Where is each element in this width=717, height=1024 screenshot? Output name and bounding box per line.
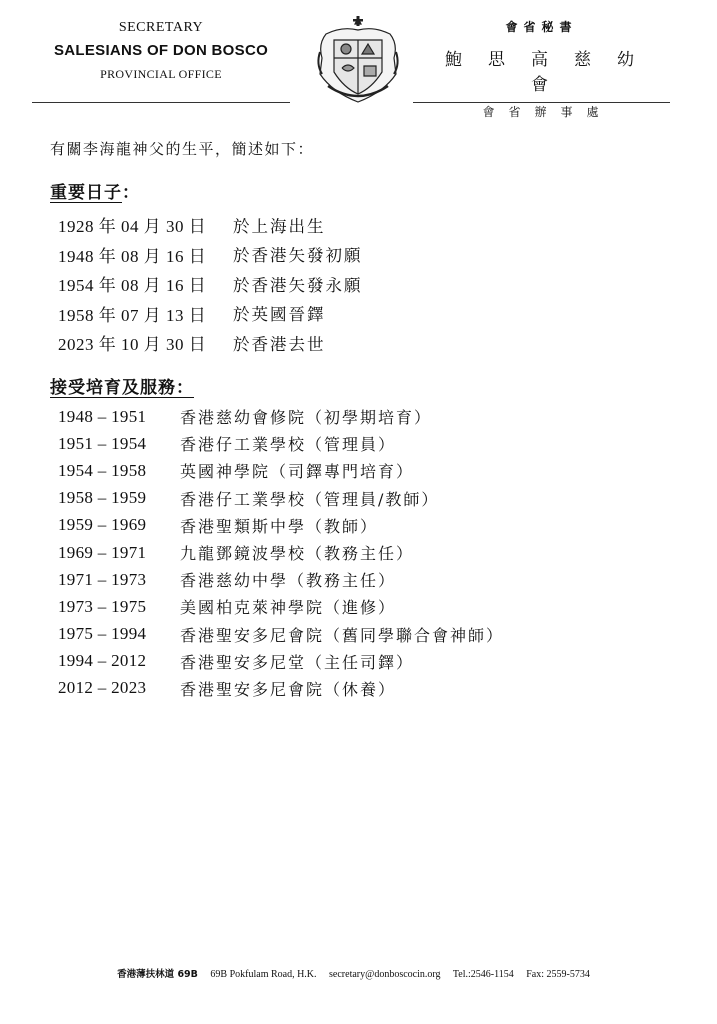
service-text: 香港聖安多尼會院（休養）	[180, 679, 397, 699]
list-item	[58, 621, 504, 648]
period-text: 1971 – 1973	[58, 569, 147, 589]
footer-fax: Fax: 2559-5734	[526, 969, 590, 980]
letterhead-title: SECRETARY	[118, 20, 204, 35]
period-text: 2012 – 2023	[58, 678, 147, 698]
list-item	[58, 648, 504, 675]
service-text: 香港慈幼中學（教務主任）	[180, 571, 397, 591]
date-text: 2023 年 10 月 30 日	[58, 335, 207, 355]
period-text: 1954 – 1958	[58, 460, 147, 480]
footer-tel: Tel.:2546-1154	[452, 969, 514, 980]
period-text: 1948 – 1951	[58, 406, 147, 426]
list-item	[58, 299, 363, 329]
letterhead-zh-organization: 鮑思高慈幼會	[445, 50, 660, 95]
service-text: 香港仔工業學校（管理員/教師）	[180, 489, 440, 509]
date-text: 1958 年 07 月 13 日	[58, 305, 207, 325]
list-item	[58, 512, 504, 539]
list-item	[58, 210, 363, 240]
list-item	[58, 485, 504, 512]
service-text: 香港慈幼會修院（初學期培育）	[180, 408, 433, 428]
letterhead-rule-right	[413, 102, 670, 103]
letterhead-office: PROVINCIAL OFFICE	[100, 67, 222, 81]
event-text: 於香港矢發永願	[233, 275, 363, 295]
dates-list	[58, 210, 363, 358]
list-item	[58, 403, 504, 430]
list-item	[58, 430, 504, 457]
service-text: 香港聖安多尼堂（主任司鐸）	[180, 652, 415, 672]
service-text: 英國神學院（司鐸專門培育）	[180, 462, 415, 482]
service-title-text: 接受培育及服務：	[50, 378, 194, 398]
event-text: 於香港去世	[233, 334, 326, 354]
service-section-title	[50, 373, 194, 398]
date-text: 1948 年 08 月 16 日	[58, 246, 207, 266]
service-list	[58, 403, 504, 702]
list-item	[58, 457, 504, 484]
period-text: 1958 – 1959	[58, 488, 147, 508]
letterhead-zh-title: 會省秘書	[505, 20, 578, 34]
service-text: 香港聖類斯中學（教師）	[180, 516, 379, 536]
list-item	[58, 269, 363, 299]
footer-contact	[0, 966, 717, 980]
letterhead-chinese	[413, 18, 670, 120]
list-item	[58, 539, 504, 566]
letterhead-zh-office: 會省辦事處	[482, 105, 613, 119]
list-item	[58, 566, 504, 593]
footer-email: secretary@donboscocin.org	[329, 969, 441, 980]
service-text: 九龍鄧鏡波學校（教務主任）	[180, 544, 415, 564]
period-text: 1959 – 1969	[58, 515, 147, 535]
dates-title-suffix: ：	[122, 183, 140, 203]
salesian-crest-icon	[312, 14, 404, 106]
date-text: 1928 年 04 月 30 日	[58, 217, 207, 237]
list-item	[58, 328, 363, 358]
period-text: 1975 – 1994	[58, 624, 147, 644]
service-text: 香港仔工業學校（管理員）	[180, 435, 397, 455]
period-text: 1951 – 1954	[58, 433, 147, 453]
letterhead-organization: SALESIANS OF DON BOSCO	[53, 42, 269, 59]
event-text: 於英國晉鐸	[233, 305, 326, 325]
event-text: 於上海出生	[233, 216, 326, 236]
list-item	[58, 240, 363, 270]
letterhead-english	[32, 20, 290, 82]
letterhead-rule-left	[32, 102, 290, 103]
period-text: 1969 – 1971	[58, 542, 147, 562]
dates-title-text: 重要日子	[50, 183, 122, 203]
intro-text: 有關李海龍神父的生平，簡述如下：	[50, 140, 315, 158]
period-text: 1973 – 1975	[58, 596, 147, 616]
dates-section-title	[50, 178, 140, 203]
list-item	[58, 675, 504, 702]
period-text: 1994 – 2012	[58, 651, 147, 671]
list-item	[58, 593, 504, 620]
service-text: 香港聖安多尼會院（舊同學聯合會神師）	[180, 625, 505, 645]
footer-address-en: 69B Pokfulam Road, H.K.	[210, 969, 317, 980]
event-text: 於香港矢發初願	[233, 246, 363, 266]
date-text: 1954 年 08 月 16 日	[58, 276, 207, 296]
footer-address-zh: 香港薄扶林道 69B	[117, 969, 198, 980]
service-text: 美國柏克萊神學院（進修）	[180, 598, 397, 618]
